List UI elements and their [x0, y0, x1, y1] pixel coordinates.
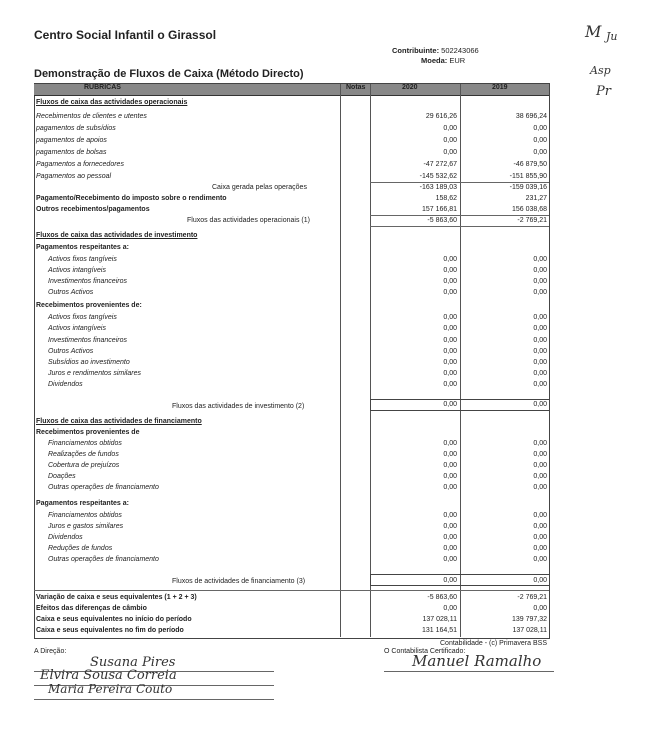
- value-2019: 0,00: [533, 289, 547, 296]
- value-2019: 0,00: [533, 278, 547, 285]
- divider: [370, 84, 371, 637]
- value-2020: -5 863,60: [427, 594, 457, 601]
- value-2020: 0,00: [443, 125, 457, 132]
- value-2019: 0,00: [533, 462, 547, 469]
- value-2019: 231,27: [525, 195, 547, 202]
- value-2020: 0,00: [443, 401, 457, 408]
- summary-rule: [34, 590, 549, 591]
- value-2020: 0,00: [443, 512, 457, 519]
- value-2019: 0,00: [533, 149, 547, 156]
- value-2020: 0,00: [443, 267, 457, 274]
- row-label: Pagamentos a fornecedores: [36, 161, 124, 168]
- taxpayer-line: [392, 46, 479, 55]
- row-label: Pagamentos ao pessoal: [36, 173, 112, 180]
- margin-initial-3: Asp: [590, 64, 611, 77]
- value-2020: 0,00: [443, 149, 457, 156]
- subsection-title: Recebimentos provenientes de: [36, 429, 140, 436]
- subsection-title: Recebimentos provenientes de:: [36, 302, 142, 309]
- accountant-label: O Contabilista Certificado:: [384, 648, 466, 655]
- value-2019: 0,00: [533, 605, 547, 612]
- subsection-title: Pagamentos respeitantes a:: [36, 500, 129, 507]
- value-2020: 0,00: [443, 577, 457, 584]
- row-label: Caixa gerada pelas operações: [212, 184, 307, 191]
- currency-label: Moeda:: [421, 56, 448, 65]
- value-2019: -2 769,21: [517, 594, 547, 601]
- value-2020: 0,00: [443, 462, 457, 469]
- value-2020: 157 166,81: [421, 206, 457, 213]
- value-2020: 0,00: [443, 359, 457, 366]
- row-label: Outros recebimentos/pagamentos: [36, 206, 150, 213]
- value-2019: 137 028,11: [512, 627, 547, 634]
- value-2019: 0,00: [533, 267, 547, 274]
- value-2019: 0,00: [533, 256, 547, 263]
- value-2019: 0,00: [533, 512, 547, 519]
- col-2019: 2019: [492, 84, 508, 91]
- row-label: Outros Activos: [48, 289, 94, 296]
- row-label: Activos intangíveis: [48, 325, 106, 332]
- row-label: Financiamentos obtidos: [48, 440, 122, 447]
- value-2019: 0,00: [533, 359, 547, 366]
- row-label: Dividendos: [48, 534, 83, 541]
- value-2019: 0,00: [533, 523, 547, 530]
- signature-3: Maria Pereira Couto: [48, 682, 173, 696]
- row-label: Variação de caixa e seus equivalentes (1 + 2 + 3): [36, 594, 197, 601]
- row-label: Cobertura de prejuízos: [48, 462, 120, 469]
- value-2020: 0,00: [443, 137, 457, 144]
- value-2019: 0,00: [533, 314, 547, 321]
- value-2019: 0,00: [533, 137, 547, 144]
- value-2020: 0,00: [443, 370, 457, 377]
- value-2020: -163 189,03: [419, 184, 457, 191]
- col-notas: Notas: [346, 84, 366, 91]
- value-2019: 0,00: [533, 545, 547, 552]
- row-label: Caixa e seus equivalentes no fim do período: [36, 627, 184, 634]
- value-2020: 0,00: [443, 484, 457, 491]
- value-2019: 0,00: [533, 337, 547, 344]
- section-financing: Fluxos de caixa das actividades de financiamento: [36, 418, 202, 425]
- row-label: Outras operações de financiamento: [48, 556, 159, 563]
- value-2019: 139 797,32: [511, 616, 547, 623]
- row-label: Fluxos das actividades operacionais (1): [187, 217, 310, 224]
- subtotal-rule: [370, 215, 549, 216]
- row-label: Fluxos de actividades de financiamento (3): [172, 578, 306, 585]
- direction-label: A Direção:: [34, 648, 67, 655]
- signature-line: [34, 699, 274, 700]
- value-2020: 0,00: [443, 451, 457, 458]
- value-2019: 0,00: [533, 401, 547, 408]
- value-2019: -46 879,50: [513, 161, 547, 168]
- value-2020: -145 532,62: [419, 173, 457, 180]
- value-2020: 0,00: [443, 440, 457, 447]
- col-2020: 2020: [402, 84, 418, 91]
- subtotal-rule: [370, 226, 549, 227]
- row-label: Dividendos: [48, 381, 83, 388]
- value-2019: -159 039,16: [509, 184, 547, 191]
- subsection-title: Pagamentos respeitantes a:: [36, 244, 129, 251]
- value-2019: 0,00: [533, 577, 547, 584]
- row-label: Doações: [48, 473, 76, 480]
- table-header: [34, 84, 549, 96]
- row-label: Outras operações de financiamento: [48, 484, 159, 491]
- entity-name: Centro Social Infantil o Girassol: [34, 28, 217, 42]
- signature-line: [384, 671, 554, 672]
- statement-heading: Demonstração de Fluxos de Caixa (Método Directo): [34, 68, 304, 80]
- section-investing: Fluxos de caixa das actividades de investimento: [36, 232, 198, 239]
- value-2020: 0,00: [443, 337, 457, 344]
- value-2019: 0,00: [533, 370, 547, 377]
- value-2019: 0,00: [533, 534, 547, 541]
- value-2020: 0,00: [443, 556, 457, 563]
- value-2019: 0,00: [533, 381, 547, 388]
- subtotal-rule: [370, 182, 549, 183]
- value-2020: 0,00: [443, 289, 457, 296]
- row-label: Activos intangíveis: [48, 267, 106, 274]
- taxpayer-number: 502243066: [441, 46, 479, 55]
- value-2020: 137 028,11: [422, 616, 457, 623]
- currency-value: EUR: [449, 56, 466, 65]
- row-label: pagamentos de apoios: [36, 137, 107, 144]
- value-2020: 0,00: [443, 605, 457, 612]
- row-label: Investimentos financeiros: [48, 278, 127, 285]
- value-2019: -151 855,90: [509, 173, 547, 180]
- value-2019: 0,00: [533, 451, 547, 458]
- row-label: pagamentos de bolsas: [36, 149, 107, 156]
- value-2019: 0,00: [533, 125, 547, 132]
- value-2020: 0,00: [443, 325, 457, 332]
- currency-line: [421, 56, 465, 65]
- value-2020: -5 863,60: [427, 217, 457, 224]
- row-label: Efeitos das diferenças de câmbio: [36, 605, 147, 612]
- value-2020: 0,00: [443, 348, 457, 355]
- value-2020: -47 272,67: [423, 161, 457, 168]
- row-label: Outros Activos: [48, 348, 94, 355]
- value-2019: -2 769,21: [517, 217, 547, 224]
- value-2020: 0,00: [443, 278, 457, 285]
- signature-2: Elvira Sousa Correia: [40, 668, 177, 683]
- value-2020: 0,00: [443, 314, 457, 321]
- value-2019: 0,00: [533, 348, 547, 355]
- margin-initial-2: Ju: [606, 30, 618, 43]
- value-2019: 0,00: [533, 473, 547, 480]
- value-2019: 0,00: [533, 556, 547, 563]
- row-label: Fluxos das actividades de investimento (2): [172, 403, 305, 410]
- row-label: Financiamentos obtidos: [48, 512, 122, 519]
- col-rubricas: RUBRICAS: [84, 84, 121, 91]
- row-label: Realizações de fundos: [48, 451, 119, 458]
- value-2019: 0,00: [533, 484, 547, 491]
- value-2019: 156 038,68: [511, 206, 547, 213]
- signature-1: Susana Pires: [90, 655, 176, 670]
- divider: [460, 84, 461, 637]
- section-operational: Fluxos de caixa das actividades operacionais: [36, 99, 188, 106]
- row-label: Pagamento/Recebimento do imposto sobre o rendimento: [36, 195, 227, 202]
- row-label: Subsídios ao investimento: [48, 359, 130, 366]
- value-2020: 158,62: [435, 195, 457, 202]
- value-2020: 0,00: [443, 381, 457, 388]
- value-2019: 0,00: [533, 325, 547, 332]
- row-label: pagamentos de subsídios: [36, 125, 116, 132]
- row-label: Juros e rendimentos similares: [48, 370, 141, 377]
- row-label: Recebimentos de clientes e utentes: [36, 113, 147, 120]
- margin-initial-1: M: [585, 22, 602, 41]
- value-2019: 0,00: [533, 440, 547, 447]
- divider: [340, 84, 341, 637]
- value-2020: 0,00: [443, 545, 457, 552]
- value-2020: 0,00: [443, 256, 457, 263]
- row-label: Investimentos financeiros: [48, 337, 127, 344]
- value-2019: 38 696,24: [515, 113, 547, 120]
- value-2020: 29 616,26: [425, 113, 457, 120]
- value-2020: 131 164,51: [421, 627, 457, 634]
- signature-accountant: Manuel Ramalho: [412, 652, 542, 670]
- row-label: Reduções de fundos: [48, 545, 113, 552]
- software-credit: Contabilidade - (c) Primavera BSS: [440, 640, 547, 647]
- value-2020: 0,00: [443, 473, 457, 480]
- margin-initial-4: Pr: [596, 84, 611, 99]
- row-label: Activos fixos tangíveis: [48, 256, 117, 263]
- value-2020: 0,00: [443, 534, 457, 541]
- value-2020: 0,00: [443, 523, 457, 530]
- row-label: Juros e gastos similares: [48, 523, 124, 530]
- row-label: Activos fixos tangíveis: [48, 314, 117, 321]
- taxpayer-label: Contribuinte:: [392, 46, 440, 55]
- row-label: Caixa e seus equivalentes no início do período: [36, 616, 192, 623]
